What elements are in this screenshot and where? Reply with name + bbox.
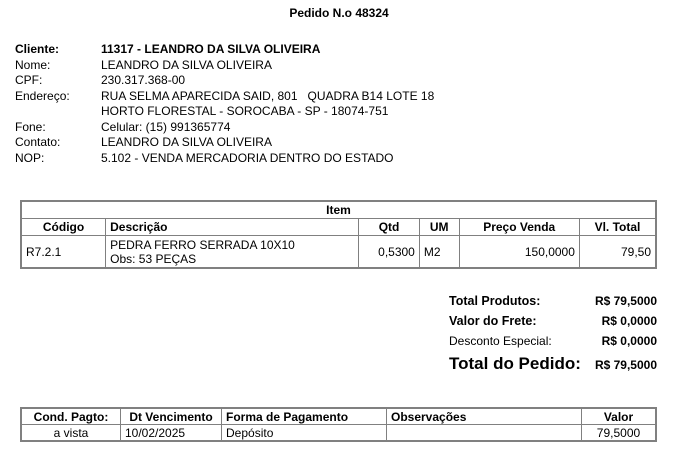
- cell-descricao: [106, 236, 359, 269]
- nop-label: NOP:: [15, 150, 45, 165]
- cpf-row: [15, 73, 434, 89]
- phone-label: Fone:: [15, 119, 46, 134]
- desconto-row: [449, 334, 657, 354]
- total-produtos-value: R$ 79,5000: [594, 294, 657, 308]
- total-pedido-value: R$ 79,5000: [594, 358, 657, 372]
- client-value: 11317 - LEANDRO DA SILVA OLIVEIRA: [101, 42, 321, 56]
- address-label: Endereço:: [15, 88, 70, 103]
- cell-cond: a vista: [21, 425, 121, 442]
- nop-value: 5.102 - VENDA MERCADORIA DENTRO DO ESTADO: [101, 150, 394, 165]
- phone-row: [15, 120, 434, 136]
- cell-vencimento: 10/02/2025: [121, 425, 222, 442]
- cell-codigo: R7.2.1: [21, 236, 106, 269]
- col-um: UM: [419, 219, 459, 236]
- client-row: [15, 42, 434, 58]
- total-pedido-row: [449, 354, 657, 376]
- name-value: LEANDRO DA SILVA OLIVEIRA: [101, 57, 272, 72]
- address-row-2: [15, 104, 434, 120]
- cell-obs: [387, 425, 582, 442]
- col-codigo: Código: [21, 219, 106, 236]
- desconto-value: R$ 0,0000: [601, 334, 657, 348]
- items-table: [20, 200, 657, 269]
- item-description: PEDRA FERRO SERRADA 10X10: [110, 237, 295, 252]
- col-preco: Preço Venda: [459, 219, 579, 236]
- frete-row: [449, 314, 657, 334]
- address-row: [15, 89, 434, 105]
- cell-total: 79,50: [579, 236, 656, 269]
- cpf-label: CPF:: [15, 73, 43, 87]
- contact-label: Contato:: [15, 135, 61, 149]
- total-produtos-label: Total Produtos:: [449, 294, 541, 308]
- payment-header-row: [21, 408, 656, 425]
- nop-row: [15, 151, 434, 167]
- col-dt-vencimento: Dt Vencimento: [121, 408, 222, 425]
- desconto-label: Desconto Especial:: [449, 334, 552, 348]
- client-label: Cliente:: [15, 42, 60, 56]
- col-observacoes: Observações: [387, 408, 582, 425]
- page-title: Pedido N.o 48324: [289, 6, 389, 20]
- contact-value: LEANDRO DA SILVA OLIVEIRA: [101, 135, 272, 149]
- col-descricao: Descrição: [106, 219, 359, 236]
- cell-um: M2: [419, 236, 459, 269]
- col-qtd: Qtd: [359, 219, 420, 236]
- cell-preco: 150,0000: [459, 236, 579, 269]
- address-label-2: [15, 104, 101, 120]
- frete-value: R$ 0,0000: [601, 314, 657, 328]
- cell-forma: Depósito: [222, 425, 387, 442]
- name-row: [15, 58, 434, 74]
- items-header-row: [21, 219, 656, 236]
- address-value: RUA SELMA APARECIDA SAID, 801 QUADRA B14 LOTE 18: [101, 88, 435, 103]
- totals-block: [449, 294, 657, 376]
- address-value-2: HORTO FLORESTAL - SOROCABA - SP - 18074-751: [101, 104, 389, 118]
- cell-qtd: 0,5300: [359, 236, 420, 269]
- item-obs: Obs: 53 PEÇAS: [110, 251, 197, 266]
- phone-value: Celular: (15) 991365774: [101, 119, 231, 134]
- client-info: [15, 42, 434, 166]
- col-valor: Valor: [582, 408, 657, 425]
- items-caption: Item: [21, 201, 656, 219]
- col-forma-pagamento: Forma de Pagamento: [222, 408, 387, 425]
- cell-valor: 79,5000: [582, 425, 657, 442]
- frete-label: Valor do Frete:: [449, 314, 537, 328]
- col-cond-pagto: Cond. Pagto:: [21, 408, 121, 425]
- total-produtos-row: [449, 294, 657, 314]
- total-pedido-label: Total do Pedido:: [449, 354, 581, 373]
- table-row: [21, 236, 656, 269]
- contact-row: [15, 135, 434, 151]
- col-total: Vl. Total: [579, 219, 656, 236]
- cpf-value: 230.317.368-00: [101, 73, 186, 87]
- name-label: Nome:: [15, 57, 51, 72]
- payment-table: [20, 407, 657, 442]
- table-row: [21, 425, 656, 442]
